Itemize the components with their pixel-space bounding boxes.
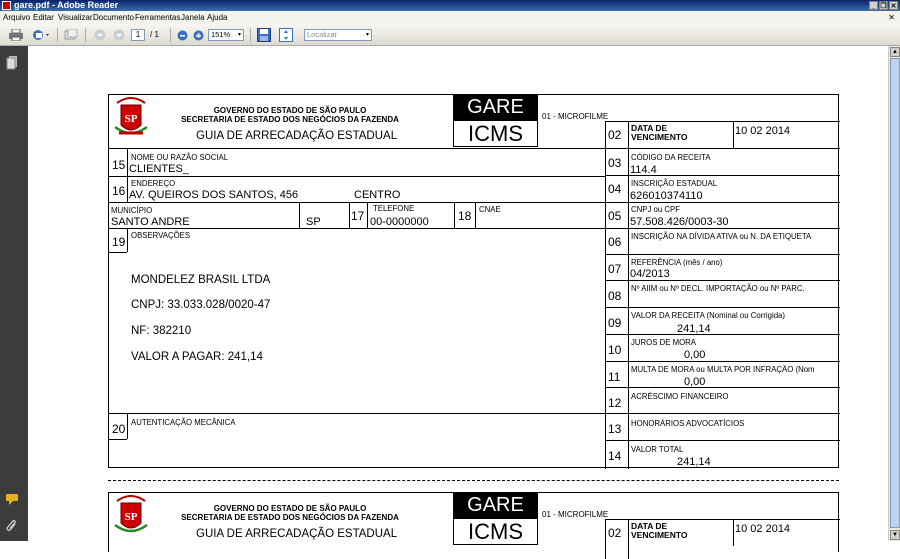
- field-number-10: 10: [608, 343, 622, 357]
- field-number-02: 02: [608, 526, 622, 540]
- email-icon[interactable]: [30, 28, 52, 42]
- document-close-icon[interactable]: ✕: [888, 13, 895, 22]
- field-number-15: 15: [112, 158, 126, 172]
- value-nome: CLIENTES_: [129, 163, 189, 175]
- field-number-14: 14: [608, 449, 622, 463]
- zoom-out-icon[interactable]: [176, 28, 188, 42]
- chevron-down-icon: ▾: [237, 32, 241, 38]
- chevron-down-icon: ▾: [365, 32, 369, 38]
- sp-coat-of-arms-icon: [113, 97, 149, 141]
- save-icon[interactable]: [256, 28, 272, 42]
- page-total: / 1: [150, 30, 159, 39]
- zoom-value: 151%: [211, 30, 231, 39]
- gare-title: GARE: [453, 493, 538, 518]
- label-multa: MULTA DE MORA ou MULTA POR INFRAÇÃO (Nom: [631, 365, 815, 374]
- value-bairro: CENTRO: [354, 189, 401, 201]
- microfilme-label: 01 - MICROFILME: [542, 510, 609, 519]
- field-number-06: 06: [608, 235, 622, 249]
- value-referencia: 04/2013: [630, 268, 670, 280]
- attachments-icon[interactable]: [6, 520, 20, 534]
- value-vencimento: 10 02 2014: [735, 523, 791, 535]
- field-number-11: 11: [608, 370, 621, 384]
- label-telefone: TELEFONE: [373, 204, 415, 213]
- field-number-17: 17: [351, 209, 365, 223]
- comments-icon[interactable]: [6, 494, 20, 508]
- field-number-02: 02: [608, 128, 622, 142]
- cut-line: [108, 480, 839, 481]
- label-vencimento: DATA DE VENCIMENTO: [631, 123, 688, 142]
- fit-page-icon[interactable]: [278, 28, 294, 42]
- label-valor-receita: VALOR DA RECEITA (Nominal ou Corrigida): [631, 311, 785, 320]
- menu-arquivo[interactable]: Arquivo: [3, 13, 31, 22]
- label-cnae: CNAE: [479, 205, 501, 214]
- microfilme-label: 01 - MICROFILME: [542, 112, 609, 121]
- field-number-20: 20: [112, 422, 126, 436]
- navigation-panel: [0, 46, 28, 541]
- menu-ferramentas[interactable]: Ferramentas: [135, 13, 181, 22]
- svg-text:SP: SP: [124, 113, 138, 125]
- value-cnpj-cpf: 57.508.426/0003-30: [630, 216, 729, 228]
- zoom-in-icon[interactable]: [192, 28, 204, 42]
- search-placeholder: Localizar: [307, 30, 338, 39]
- prev-page-icon[interactable]: [93, 28, 107, 42]
- label-inscricao-estadual: INSCRIÇÃO ESTADUAL: [631, 179, 718, 188]
- vertical-scrollbar[interactable]: [888, 46, 900, 541]
- page-number-input[interactable]: 1: [131, 29, 145, 41]
- zoom-select[interactable]: [208, 29, 244, 41]
- label-vencimento: DATA DE VENCIMENTO: [631, 521, 688, 540]
- header-secretaria: SECRETARIA DE ESTADO DOS NEGÓCIOS DA FAZENDA: [181, 115, 399, 124]
- label-endereco: ENDEREÇO: [131, 179, 176, 188]
- label-valor-total: VALOR TOTAL: [631, 445, 684, 454]
- value-codigo-receita: 114.4: [630, 164, 657, 176]
- obs-line-1: MONDELEZ BRASIL LTDA: [131, 274, 271, 286]
- field-number-16: 16: [112, 184, 126, 198]
- value-juros-mora: 0,00: [684, 349, 706, 361]
- toolbar: [0, 24, 900, 46]
- field-number-13: 13: [608, 422, 622, 436]
- menu-janela[interactable]: Janela: [181, 13, 205, 22]
- field-number-03: 03: [608, 156, 622, 170]
- icms-title: ICMS: [453, 518, 538, 545]
- scroll-up-icon[interactable]: ▲: [890, 47, 900, 57]
- value-municipio: SANTO ANDRE: [111, 216, 190, 228]
- gare-form-copy: [108, 492, 839, 552]
- minimize-button[interactable]: _: [869, 1, 878, 10]
- scroll-thumb[interactable]: [890, 58, 900, 528]
- pages-panel-icon[interactable]: [6, 56, 20, 70]
- close-button[interactable]: ✕: [890, 3, 897, 10]
- label-juros-mora: JUROS DE MORA: [631, 338, 696, 347]
- window-title: gare.pdf - Adobe Reader: [14, 0, 119, 10]
- label-municipio: MUNICÍPIO: [111, 206, 153, 215]
- window-controls: [869, 1, 898, 10]
- title-bar: [0, 0, 900, 11]
- share-icon[interactable]: [62, 28, 80, 42]
- search-input[interactable]: [304, 29, 372, 41]
- obs-line-2: CNPJ: 33.033.028/0020-47: [131, 299, 271, 311]
- field-number-09: 09: [608, 316, 622, 330]
- scroll-down-icon[interactable]: ▼: [890, 530, 900, 540]
- label-cnpj-cpf: CNPJ ou CPF: [631, 205, 680, 214]
- label-honorarios: HONORÁRIOS ADVOCATÍCIOS: [631, 419, 745, 428]
- field-number-08: 08: [608, 289, 622, 303]
- obs-line-4: VALOR A PAGAR: 241,14: [131, 351, 263, 363]
- value-telefone: 00-0000000: [370, 216, 429, 228]
- menu-visualizar[interactable]: Visualizar: [58, 13, 93, 22]
- field-number-05: 05: [608, 209, 622, 223]
- value-uf: SP: [306, 216, 321, 228]
- sp-coat-of-arms-icon: [113, 495, 149, 539]
- value-inscricao-estadual: 626010374110: [630, 190, 703, 202]
- adobe-reader-icon: [2, 1, 11, 10]
- menu-editar[interactable]: Editar: [33, 13, 54, 22]
- field-number-18: 18: [458, 209, 472, 223]
- label-nome: NOME OU RAZÃO SOCIAL: [131, 153, 229, 162]
- header-guia: GUIA DE ARRECADAÇÃO ESTADUAL: [196, 528, 398, 540]
- value-valor-total: 241,14: [677, 456, 711, 468]
- field-number-07: 07: [608, 262, 622, 276]
- restore-button[interactable]: ❐: [880, 3, 887, 10]
- menu-documento[interactable]: Documento: [93, 13, 134, 22]
- icms-title: ICMS: [453, 120, 538, 147]
- value-valor-receita: 241,14: [677, 323, 711, 335]
- header-guia: GUIA DE ARRECADAÇÃO ESTADUAL: [196, 130, 398, 142]
- label-aiim: Nº AIIM ou Nº DECL. IMPORTAÇÃO ou Nº PARC.: [631, 284, 805, 293]
- print-icon[interactable]: [8, 28, 24, 42]
- menu-bar: [0, 11, 900, 24]
- header-government: GOVERNO DO ESTADO DE SÃO PAULO: [213, 106, 367, 115]
- menu-ajuda[interactable]: Ajuda: [207, 13, 228, 22]
- label-autenticacao: AUTENTICAÇÃO MECÂNICA: [131, 418, 236, 427]
- gare-form: [108, 94, 839, 468]
- label-codigo-receita: CÓDIGO DA RECEITA: [631, 153, 711, 162]
- value-endereco: AV. QUEIROS DOS SANTOS, 456: [129, 189, 299, 201]
- value-vencimento: 10 02 2014: [735, 125, 791, 137]
- header-secretaria: SECRETARIA DE ESTADO DOS NEGÓCIOS DA FAZENDA: [181, 513, 399, 522]
- value-multa: 0,00: [684, 376, 706, 388]
- field-number-04: 04: [608, 182, 622, 196]
- label-observacoes: OBSERVAÇÕES: [131, 231, 191, 240]
- label-referencia: REFERÊNCIA (mês / ano): [631, 258, 723, 267]
- label-acrescimo: ACRÉSCIMO FINANCEIRO: [631, 392, 729, 401]
- header-government: GOVERNO DO ESTADO DE SÃO PAULO: [213, 504, 367, 513]
- obs-line-3: NF: 382210: [131, 325, 192, 337]
- next-page-icon[interactable]: [112, 28, 126, 42]
- field-number-12: 12: [608, 396, 622, 410]
- field-number-19: 19: [112, 235, 126, 249]
- svg-text:SP: SP: [124, 511, 138, 523]
- label-divida-ativa: INSCRIÇÃO NA DÍVIDA ATIVA ou N. DA ETIQUETA: [631, 232, 812, 241]
- gare-title: GARE: [453, 95, 538, 120]
